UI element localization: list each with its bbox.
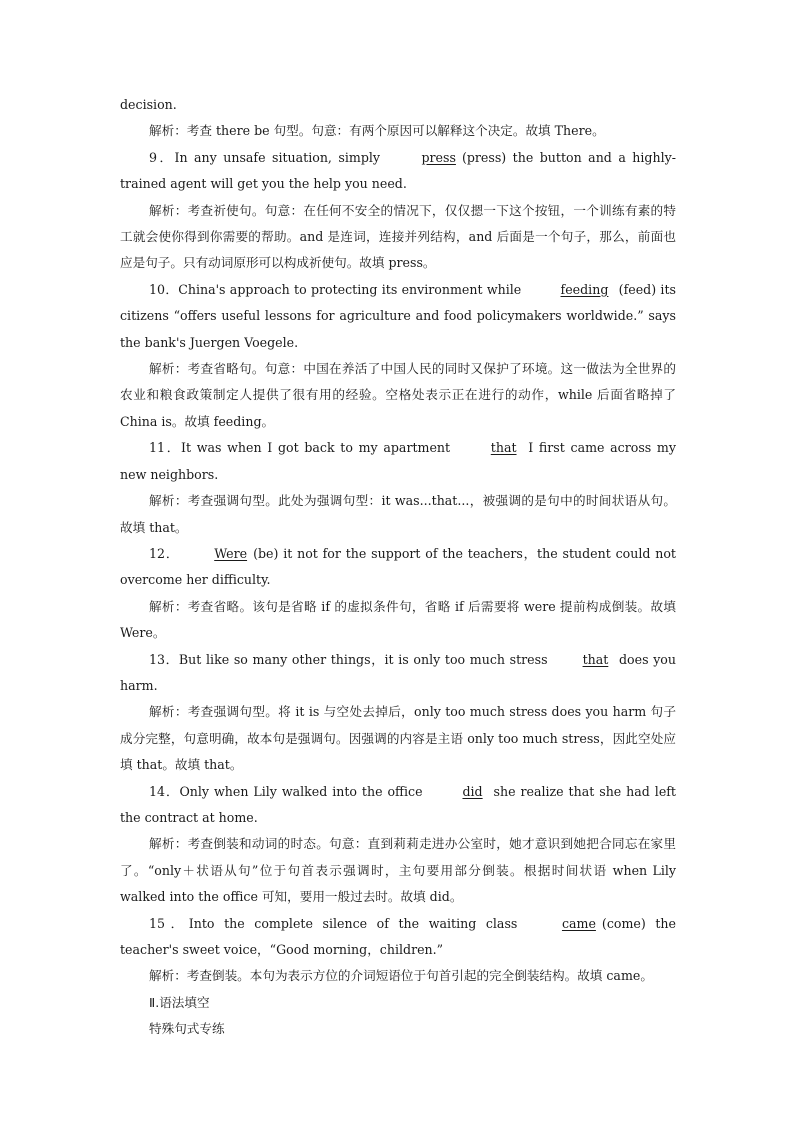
section-subheading [120, 1016, 676, 1042]
explanation-label: 解析： [149, 704, 188, 720]
question-text: (press) the button and a highly-trained agent will get you the help you need. [120, 149, 676, 192]
question-9 [120, 145, 676, 198]
explanation-12 [120, 594, 676, 647]
explanation-13 [120, 699, 676, 778]
answer-blank: press [421, 149, 456, 165]
document-page [120, 92, 676, 1043]
question-text: 10．China's approach to protecting its environment while [149, 281, 526, 297]
text-line [120, 92, 676, 118]
question-15 [120, 911, 676, 964]
section-subtitle: 特殊句式专练 [149, 1021, 225, 1037]
explanation-label: 解析： [149, 202, 188, 218]
explanation-label: 解析： [149, 598, 188, 614]
question-10 [120, 277, 676, 356]
text-fragment: decision. [120, 97, 177, 112]
question-text: 11．It was when I got back to my apartment [149, 440, 456, 456]
question-text: 12． [149, 545, 180, 561]
section-title: Ⅱ.语法填空 [149, 994, 210, 1010]
question-text: I first came across my new neighbors. [120, 440, 676, 482]
answer-blank: that [582, 651, 609, 667]
explanation-label: 解析： [149, 361, 188, 377]
question-11 [120, 435, 676, 488]
explanation-text: 考查省略句。句意：中国在养活了中国人民的同时又保护了环境。这一做法为全世界的农业和粮食政策制定人提供了很有用的经验。空格处表示正在进行的动作，while 后面省略掉了 China is。故填 feeding。 [120, 361, 677, 429]
explanation-label: 解析： [149, 123, 187, 139]
answer-blank: came [561, 915, 596, 931]
explanation-text: 考查 there be 句型。句意：有两个原因可以解释这个决定。故填 There。 [186, 123, 605, 139]
explanation-text: 考查强调句型。此处为强调句型：it was...that...，被强调的是句中的时间状语从句。故填 that。 [120, 493, 677, 535]
answer-blank: did [462, 783, 483, 799]
question-text: 13．But like so many other things，it is only too much stress [149, 651, 548, 667]
question-text: (be) it not for the support of the teachers，the student could not overcome her difficulty. [120, 545, 676, 588]
question-text: she realize that she had left the contract at home. [120, 783, 676, 825]
explanation-11 [120, 488, 676, 541]
explanation-14 [120, 831, 676, 910]
explanation-9 [120, 198, 676, 277]
section-heading [120, 990, 676, 1016]
answer-blank: feeding [560, 281, 609, 297]
explanation-10 [120, 356, 676, 435]
explanation-label: 解析： [149, 493, 188, 509]
explanation-label: 解析： [149, 836, 188, 852]
question-text: 14．Only when Lily walked into the office [149, 783, 428, 799]
question-text: (come) the teacher's sweet voice，“Good morning，children.” [120, 915, 676, 957]
answer-blank: that [490, 440, 517, 456]
explanation-text: 考查祈使句。句意：在任何不安全的情况下，仅仅摁一下这个按钮，一个训练有素的特工就会使你得到你需要的帮助。and 是连词，连接并列结构，and 后面是一个句子，那么，前面也应是句子。只有动词原形可以构成祈使句。故填 press。 [120, 202, 677, 271]
question-12 [120, 541, 676, 594]
explanation-15 [120, 963, 676, 989]
explanation-text: 考查强调句型。将 it is 与空处去掉后，only too much stress does you harm 句子成分完整，句意明确，故本句是强调句。因强调的内容是主语 only too much stress，因此空处应填 that。故填 that。 [120, 704, 676, 773]
explanation-8 [120, 118, 676, 144]
explanation-text: 考查省略。该句是省略 if 的虚拟条件句，省略 if 后需要将 were 提前构成倒装。故填 Were。 [120, 598, 676, 641]
question-text: 9．In any unsafe situation, simply [149, 149, 387, 165]
explanation-text: 考查倒装。本句为表示方位的介词短语位于句首引起的完全倒装结构。故填 came。 [186, 968, 653, 984]
question-text: (feed) its citizens “offers useful lessons for agriculture and food policymakers worldwide.” says the bank's Juergen Voegele. [120, 281, 676, 350]
explanation-text: 考查倒装和动词的时态。句意：直到莉莉走进办公室时，她才意识到她把合同忘在家里了。“only＋状语从句”位于句首表示强调时，主句要用部分倒装。根据时间状语 when Lily walked into the office 可知，要用一般过去时。故填 did。 [120, 836, 677, 905]
question-14 [120, 779, 676, 832]
answer-blank: Were [214, 545, 248, 561]
question-text: 15．Into the complete silence of the waiting class [149, 915, 527, 931]
question-text: does you harm. [120, 651, 676, 693]
question-13 [120, 647, 676, 700]
explanation-label: 解析： [149, 968, 187, 984]
